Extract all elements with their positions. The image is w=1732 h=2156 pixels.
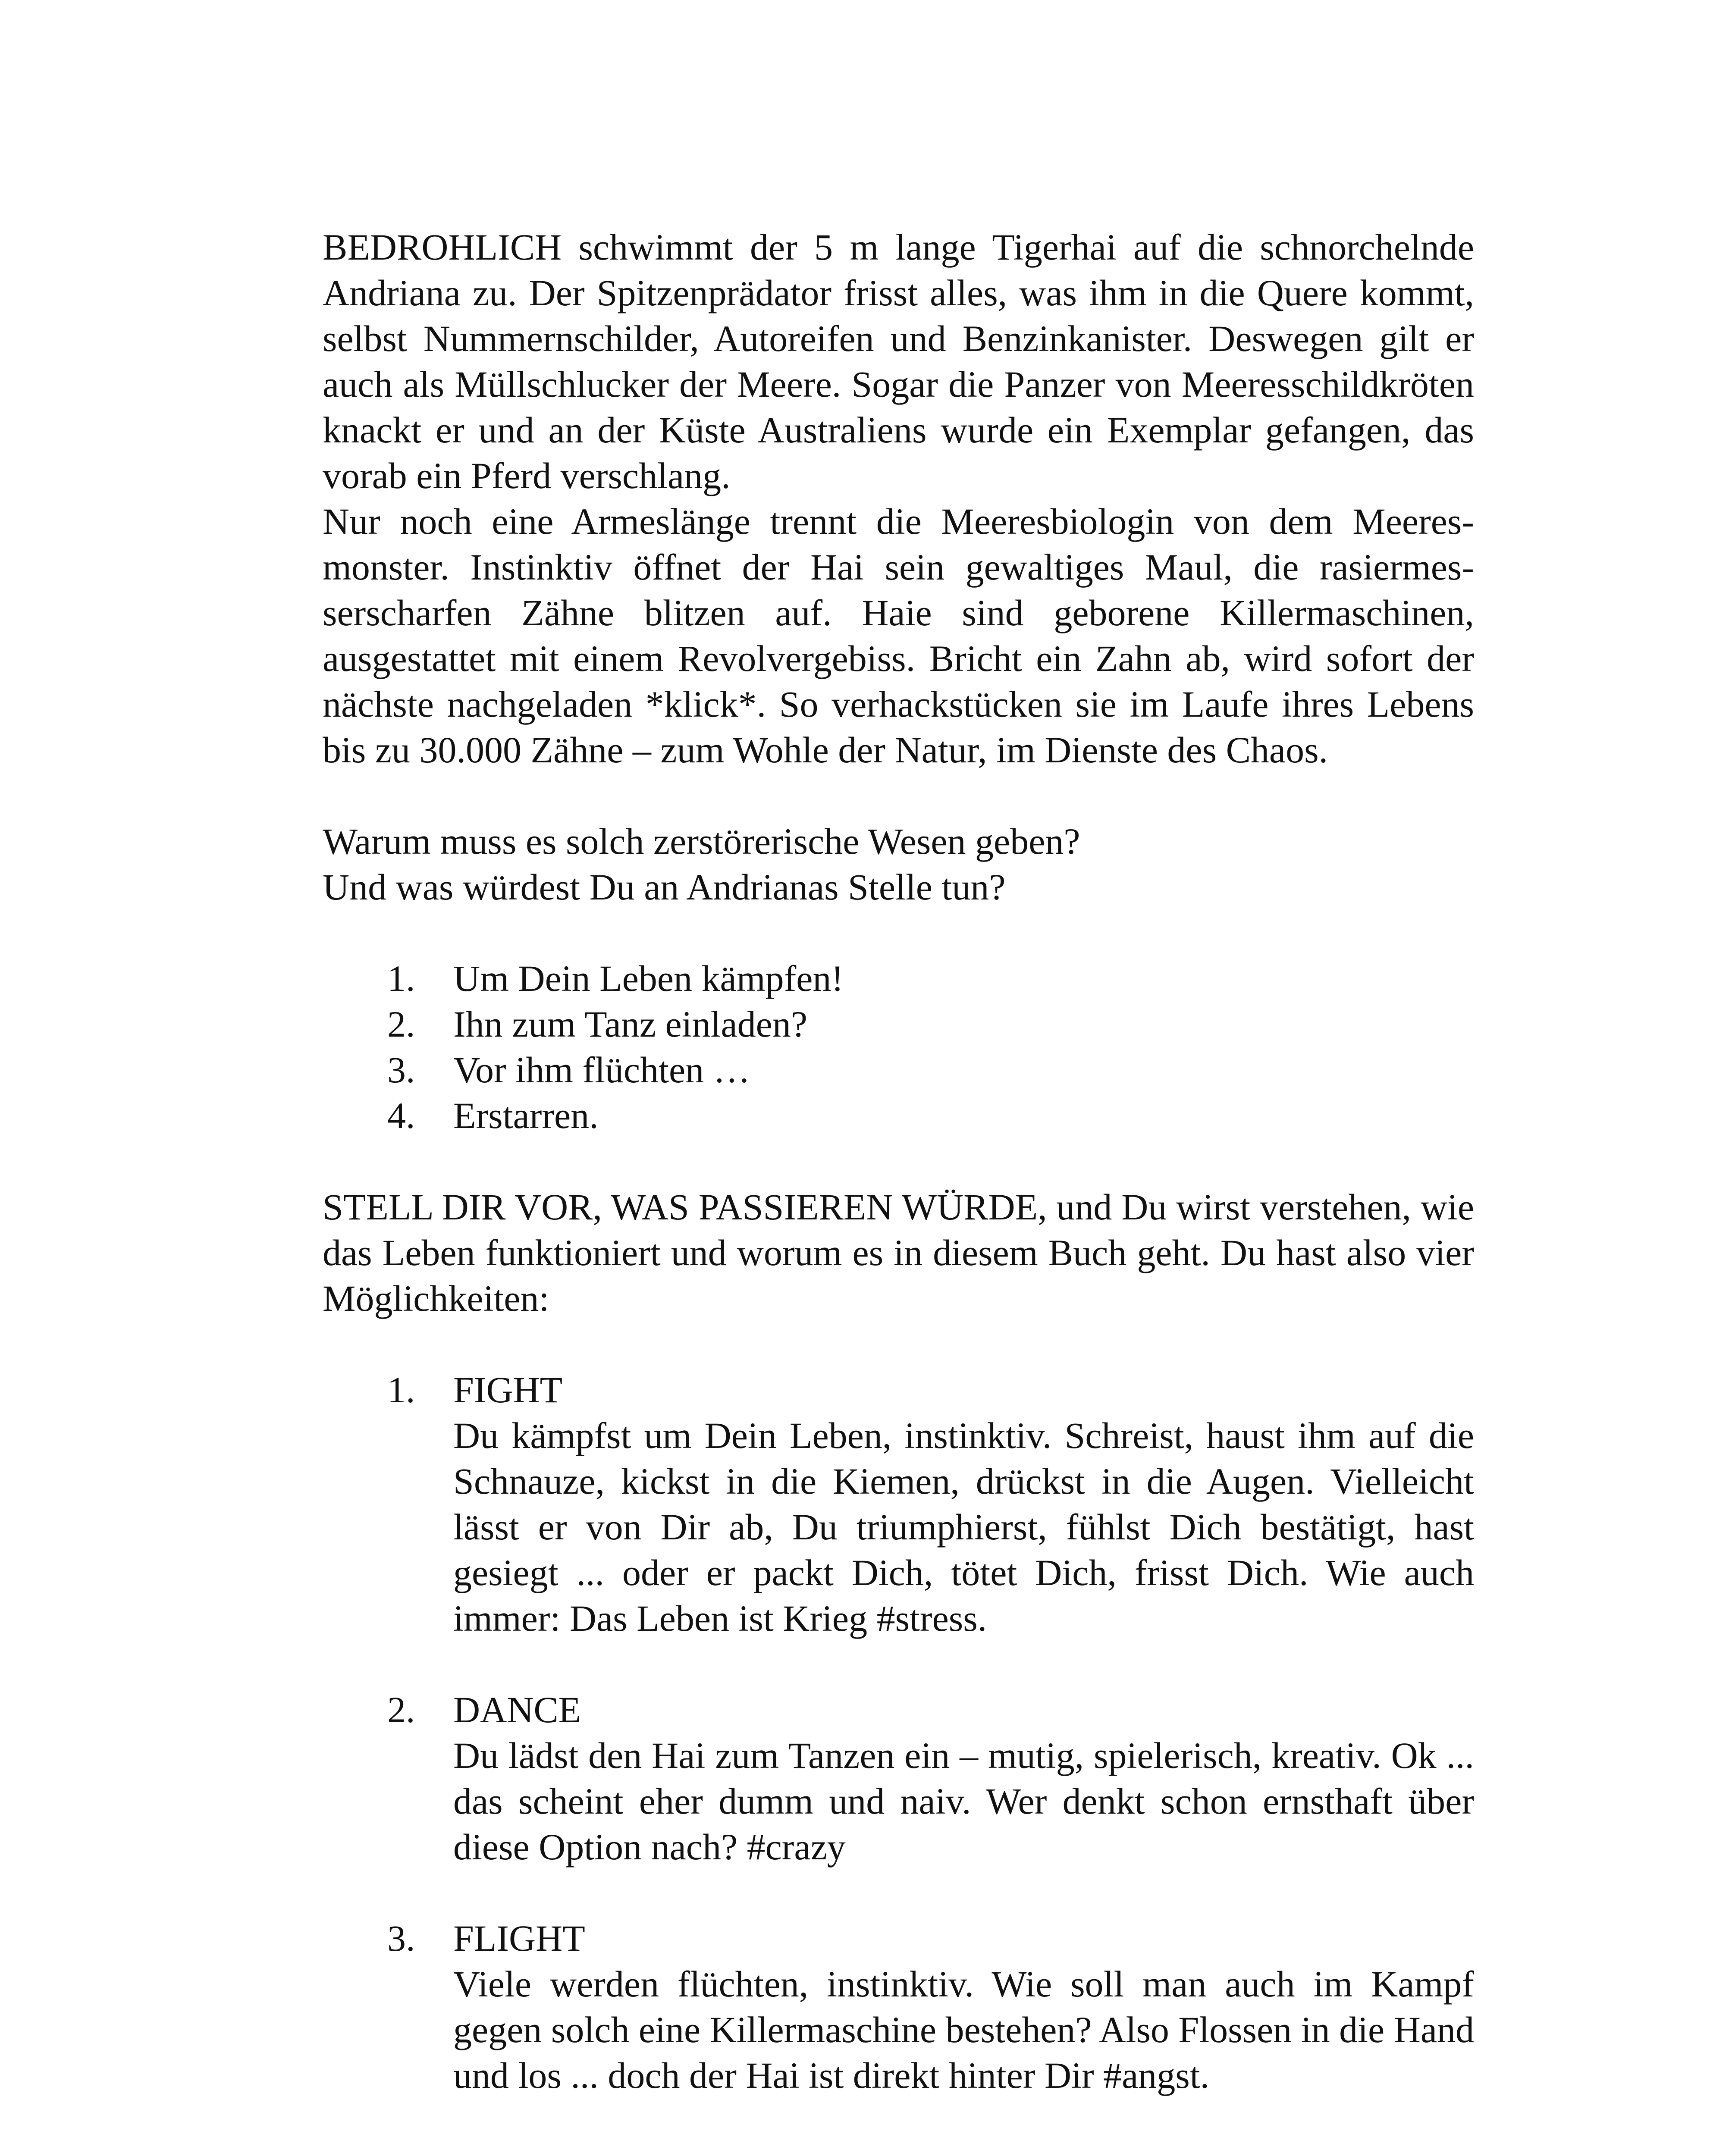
list-item — [323, 1047, 1474, 1093]
spacer — [323, 1641, 1474, 1687]
option-title: DANCE — [453, 1689, 581, 1730]
question-line-1: Warum muss es solch zerstörerische Wesen geben? — [323, 821, 1080, 862]
option-number: 1. — [387, 1369, 415, 1410]
list-item-text: Vor ihm flüchten … — [453, 1049, 750, 1091]
list-item-text: Um Dein Leben kämpfen! — [453, 958, 844, 999]
option-body: Viele werden flüchten, instinktiv. Wie soll man auch im Kampf gegen solch eine Killermaschine bestehen? Also Flossen in die Hand und los ... doch der Hai ist direkt hinter Dir #angst. — [453, 1963, 1474, 2096]
choice-list — [323, 956, 1474, 1138]
spacer — [323, 1321, 1474, 1367]
spacer — [323, 1138, 1474, 1184]
page-content — [323, 224, 1474, 2098]
list-item — [323, 1093, 1474, 1138]
option-dance — [323, 1687, 1474, 1870]
list-number: 4. — [387, 1095, 415, 1136]
intro-paragraph-1: BEDROHLICH schwimmt der 5 m lange Tigerhai auf die schnorchelnde Andriana zu. Der Spitzenprädator frisst alles, was ihm in die Quere kommt, selbst Nummernschilder, Autoreifen und Benzinkanister. Deswegen gilt er auch als Müllschlucker der Meere. Sogar die Panzer von Meeresschildkröten knackt er und an der Küste Australiens wurde ein Exemplar gefangen, das vorab ein Pferd verschlang. — [323, 226, 1474, 496]
list-item-text: Ihn zum Tanz einladen? — [453, 1003, 807, 1045]
transition-paragraph: STELL DIR VOR, WAS PASSIEREN WÜRDE, und Du wirst verstehen, wie das Leben funktioniert und worum es in diesem Buch geht. Du hast also vier Möglichkeiten: — [323, 1186, 1474, 1319]
list-item-text: Erstarren. — [453, 1095, 599, 1136]
list-number: 1. — [387, 958, 415, 999]
option-body: Du lädst den Hai zum Tanzen ein – mutig, spielerisch, kreativ. Ok ... das scheint eher dumm und naiv. Wer denkt schon ernsthaft über diese Option nach? #crazy — [453, 1735, 1474, 1868]
option-title: FLIGHT — [453, 1918, 585, 1959]
option-flight — [323, 1915, 1474, 2098]
spacer — [323, 773, 1474, 818]
spacer — [323, 1870, 1474, 1915]
spacer — [323, 910, 1474, 956]
list-item — [323, 956, 1474, 1001]
option-body: Du kämpfst um Dein Leben, instinktiv. Schreist, haust ihm auf die Schnauze, kickst in die Kiemen, drückst in die Augen. Vielleicht lässt er von Dir ab, Du triumphierst, fühlst Dich bestätigt, hast gesiegt ... oder er packt Dich, tötet Dich, frisst Dich. Wie auch immer: Das Leben ist Krieg #stress. — [453, 1415, 1474, 1639]
intro-paragraph-2: Nur noch eine Armeslänge trennt die Meeresbiologin von dem Meeresmonster. Instinktiv öffnet der Hai sein gewaltiges Maul, die rasiermesserscharfen Zähne blitzen auf. Haie sind geborene Killermaschinen, ausgestattet mit einem Revolvergebiss. Bricht ein Zahn ab, wird sofort der nächste nachgeladen *klick*. So verhackstücken sie im Laufe ihres Lebens bis zu 30.000 Zähne – zum Wohle der Natur, im Dienste des Chaos. — [323, 501, 1474, 771]
option-number: 2. — [387, 1689, 415, 1730]
list-number: 2. — [387, 1003, 415, 1045]
question-line-2: Und was würdest Du an Andrianas Stelle tun? — [323, 866, 1006, 908]
list-number: 3. — [387, 1049, 415, 1091]
option-number: 3. — [387, 1918, 415, 1959]
option-title: FIGHT — [453, 1369, 563, 1410]
list-item — [323, 1001, 1474, 1047]
option-fight — [323, 1367, 1474, 1641]
